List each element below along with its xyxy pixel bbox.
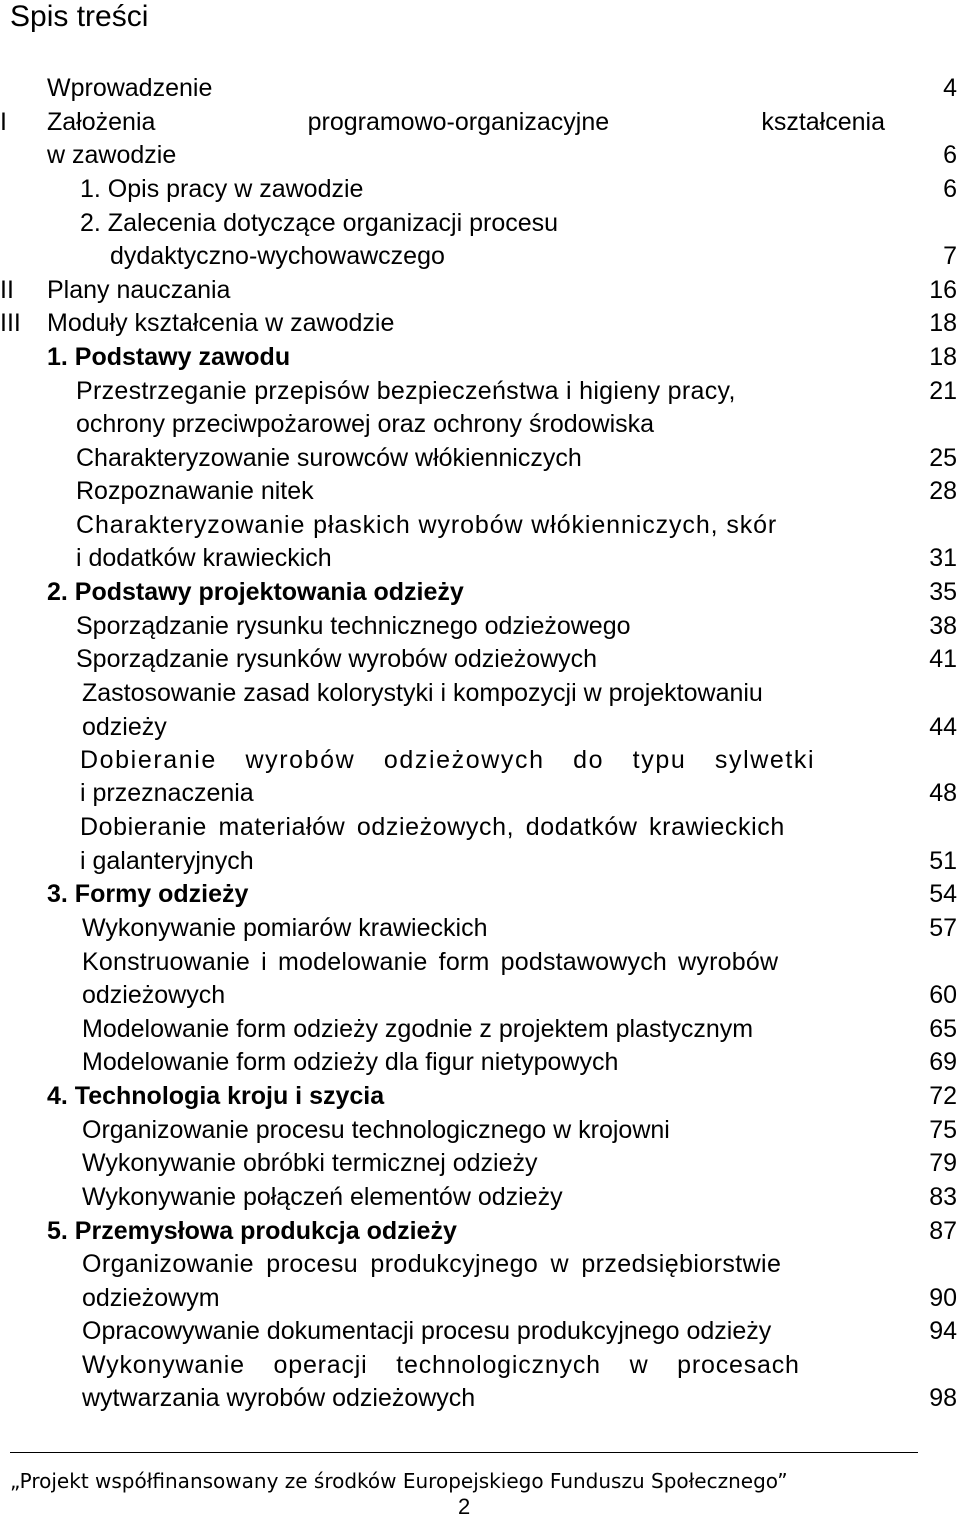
- toc-entry: Modelowanie form odzieży zgodnie z projektem plastycznym: [82, 1015, 754, 1043]
- toc-entry: Organizowanie procesu produkcyjnego w przedsiębiorstwie: [82, 1250, 782, 1278]
- word: kształcenia: [761, 108, 885, 136]
- toc-entry-part1: [47, 106, 885, 139]
- page-number: 16: [929, 276, 957, 304]
- toc-entry: Charakteryzowanie surowców włókienniczych: [76, 444, 582, 472]
- page-number: 44: [929, 713, 957, 741]
- roman-numeral: I: [0, 108, 7, 136]
- page-number-footer: 2: [458, 1494, 471, 1519]
- toc-entry: Sporządzanie rysunków wyrobów odzieżowych: [76, 645, 598, 673]
- toc-entry: Sporządzanie rysunku technicznego odzieżowego: [76, 612, 631, 640]
- page-number: 48: [929, 779, 957, 807]
- page-number: 25: [929, 444, 957, 472]
- page-number: 72: [929, 1082, 957, 1110]
- toc-entry-cont: i dodatków krawieckich: [76, 544, 332, 572]
- module-heading: 4. Technologia kroju i szycia: [47, 1082, 385, 1110]
- page-number: 60: [929, 981, 957, 1009]
- page-number: 6: [943, 175, 957, 203]
- page-number: 41: [929, 645, 957, 673]
- toc-entry: Modelowanie form odzieży dla figur nietypowych: [82, 1048, 619, 1076]
- toc-entry-part1-cont: w zawodzie: [47, 141, 177, 169]
- page-number: 94: [929, 1317, 957, 1345]
- toc-entry-cont: i przeznaczenia: [80, 779, 254, 807]
- page-number: 90: [929, 1284, 957, 1312]
- module-heading: 3. Formy odzieży: [47, 880, 249, 908]
- toc-entry: 2. Zalecenia dotyczące organizacji procesu: [80, 209, 559, 237]
- toc-entry: Konstruowanie i modelowanie form podstawowych wyrobów: [82, 948, 779, 976]
- module-heading: 5. Przemysłowa produkcja odzieży: [47, 1217, 457, 1245]
- page-number: 65: [929, 1015, 957, 1043]
- toc-entry-cont: i galanteryjnych: [80, 847, 254, 875]
- page-number: 79: [929, 1149, 957, 1177]
- toc-entry: Opracowywanie dokumentacji procesu produkcyjnego odzieży: [82, 1317, 772, 1345]
- module-heading: 1. Podstawy zawodu: [47, 343, 291, 371]
- page-number: 83: [929, 1183, 957, 1211]
- toc-entry: Dobieranie materiałów odzieżowych, dodatków krawieckich: [80, 813, 785, 841]
- toc-entry: Wykonywanie połączeń elementów odzieży: [82, 1183, 563, 1211]
- toc-entry: Przestrzeganie przepisów bezpieczeństwa i higieny pracy,: [76, 377, 736, 405]
- module-heading: 2. Podstawy projektowania odzieży: [47, 578, 464, 606]
- footer-divider: [10, 1452, 918, 1453]
- page-number: 18: [929, 343, 957, 371]
- page-number: 18: [929, 309, 957, 337]
- toc-entry: Rozpoznawanie nitek: [76, 477, 314, 505]
- page-number: 7: [943, 242, 957, 270]
- roman-numeral: III: [0, 309, 21, 337]
- toc-entry-cont: odzieżowym: [82, 1284, 220, 1312]
- page-number: 98: [929, 1384, 957, 1412]
- toc-entry: Charakteryzowanie płaskich wyrobów włókienniczych, skór: [76, 511, 778, 539]
- toc-entry: Organizowanie procesu technologicznego w krojowni: [82, 1116, 670, 1144]
- word: Założenia: [47, 108, 156, 136]
- page-number: 54: [929, 880, 957, 908]
- toc-entry-cont: dydaktyczno-wychowawczego: [110, 242, 445, 270]
- toc-entry: Wykonywanie pomiarów krawieckich: [82, 914, 488, 942]
- word: programowo-organizacyjne: [307, 108, 610, 136]
- page-title: Spis treści: [10, 0, 149, 33]
- toc-entry-cont: wytwarzania wyrobów odzieżowych: [82, 1384, 476, 1412]
- toc-entry-part2: Plany nauczania: [47, 276, 231, 304]
- footer-text: „Projekt współfinansowany ze środków Europejskiego Funduszu Społecznego”: [10, 1469, 788, 1493]
- page-number: 28: [929, 477, 957, 505]
- toc-entry: Dobieranie wyrobów odzieżowych do typu sylwetki: [80, 746, 816, 774]
- toc-entry: Wykonywanie obróbki termicznej odzieży: [82, 1149, 538, 1177]
- toc-entry: Zastosowanie zasad kolorystyki i kompozycji w projektowaniu: [82, 679, 763, 707]
- page-number: 31: [929, 544, 957, 572]
- page-number: 35: [929, 578, 957, 606]
- toc-entry-cont: ochrony przeciwpożarowej oraz ochrony środowiska: [76, 410, 655, 438]
- page-number: 4: [943, 74, 957, 102]
- toc-entry-cont: odzieżowych: [82, 981, 226, 1009]
- page-number: 51: [929, 847, 957, 875]
- page-number: 69: [929, 1048, 957, 1076]
- page-number: 87: [929, 1217, 957, 1245]
- toc-entry: Wykonywanie operacji technologicznych w procesach: [82, 1351, 800, 1379]
- page-number: 21: [929, 377, 957, 405]
- toc-entry-intro: Wprowadzenie: [47, 74, 213, 102]
- roman-numeral: II: [0, 276, 14, 304]
- page-number: 75: [929, 1116, 957, 1144]
- toc-entry-part3: Moduły kształcenia w zawodzie: [47, 309, 395, 337]
- page-number: 38: [929, 612, 957, 640]
- toc-entry-cont: odzieży: [82, 713, 167, 741]
- page-number: 6: [943, 141, 957, 169]
- toc-entry: 1. Opis pracy w zawodzie: [80, 175, 364, 203]
- page-number: 57: [929, 914, 957, 942]
